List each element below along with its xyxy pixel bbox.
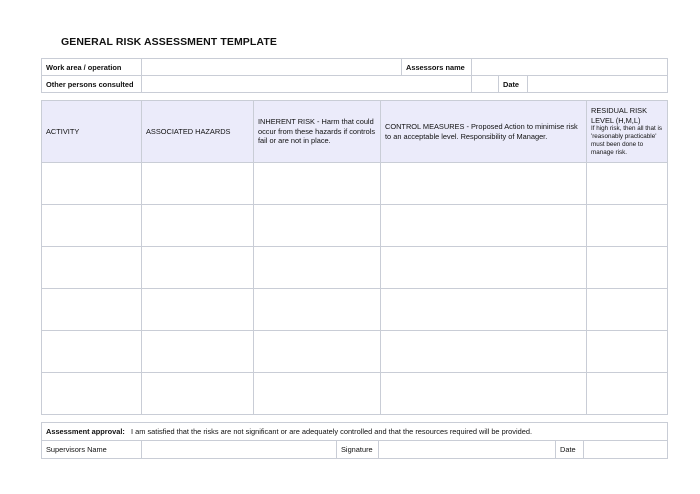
- date-cell: [472, 76, 668, 93]
- approval-table: [41, 422, 668, 459]
- table-row: [42, 205, 668, 247]
- hazards-cell[interactable]: [142, 373, 254, 415]
- other-persons-label: Other persons consulted: [42, 76, 142, 93]
- control-cell[interactable]: [381, 247, 587, 289]
- approval-signoff-row: [42, 441, 668, 459]
- hazards-cell[interactable]: [142, 205, 254, 247]
- approval-date-label: Date: [556, 441, 584, 459]
- activity-cell[interactable]: [42, 331, 142, 373]
- table-row: [42, 163, 668, 205]
- inherent-cell[interactable]: [254, 163, 381, 205]
- header-residual-risk: [587, 101, 668, 163]
- inherent-cell[interactable]: [254, 247, 381, 289]
- control-cell[interactable]: [381, 289, 587, 331]
- control-cell[interactable]: [381, 331, 587, 373]
- work-area-label: Work area / operation: [42, 59, 142, 76]
- inherent-cell[interactable]: [254, 373, 381, 415]
- supervisors-label: Supervisors Name: [42, 441, 142, 459]
- hazards-cell[interactable]: [142, 289, 254, 331]
- residual-cell[interactable]: [587, 331, 668, 373]
- risk-header-row: [42, 101, 668, 163]
- signature-label: Signature: [337, 441, 379, 459]
- residual-cell[interactable]: [587, 373, 668, 415]
- residual-cell[interactable]: [587, 205, 668, 247]
- table-row: [42, 373, 668, 415]
- control-cell[interactable]: [381, 373, 587, 415]
- assessors-field[interactable]: [472, 59, 668, 76]
- table-row: [42, 247, 668, 289]
- table-row: [42, 289, 668, 331]
- page-title: GENERAL RISK ASSESSMENT TEMPLATE: [61, 36, 277, 48]
- assessors-label: Assessors name: [402, 59, 472, 76]
- header-hazards: ASSOCIATED HAZARDS: [142, 101, 254, 163]
- hazards-cell[interactable]: [142, 247, 254, 289]
- inherent-cell[interactable]: [254, 331, 381, 373]
- hazards-cell[interactable]: [142, 163, 254, 205]
- info-row-work-area: [42, 59, 668, 76]
- info-spacer[interactable]: [472, 76, 499, 92]
- risk-table: [41, 100, 668, 415]
- activity-cell[interactable]: [42, 289, 142, 331]
- inherent-cell[interactable]: [254, 205, 381, 247]
- date-label: Date: [499, 76, 528, 92]
- activity-cell[interactable]: [42, 373, 142, 415]
- info-row-other-persons: [42, 76, 668, 93]
- date-subtable: [472, 76, 667, 92]
- residual-cell[interactable]: [587, 247, 668, 289]
- activity-cell[interactable]: [42, 247, 142, 289]
- approval-statement: I am satisfied that the risks are not significant or are adequately controlled and that the resources required will be provided.: [131, 427, 533, 436]
- activity-cell[interactable]: [42, 163, 142, 205]
- header-inherent-risk: INHERENT RISK - Harm that could occur from these hazards if controls fail or are not in place.: [254, 101, 381, 163]
- activity-cell[interactable]: [42, 205, 142, 247]
- approval-statement-row: [42, 423, 668, 441]
- control-cell[interactable]: [381, 163, 587, 205]
- residual-note: If high risk, then all that is 'reasonably practicable' must been done to manage risk.: [591, 125, 663, 156]
- residual-title: RESIDUAL RISK LEVEL (H,M,L): [591, 106, 647, 125]
- info-table: [41, 58, 668, 93]
- residual-cell[interactable]: [587, 163, 668, 205]
- approval-statement-cell: [42, 423, 668, 441]
- table-row: [42, 331, 668, 373]
- other-persons-field[interactable]: [142, 76, 472, 93]
- signature-field[interactable]: [379, 441, 556, 459]
- residual-cell[interactable]: [587, 289, 668, 331]
- header-control-measures: CONTROL MEASURES - Proposed Action to minimise risk to an acceptable level. Responsibility of Manager.: [381, 101, 587, 163]
- hazards-cell[interactable]: [142, 331, 254, 373]
- date-field[interactable]: [528, 76, 668, 92]
- approval-label: Assessment approval:: [46, 427, 125, 436]
- work-area-field[interactable]: [142, 59, 402, 76]
- control-cell[interactable]: [381, 205, 587, 247]
- approval-date-field[interactable]: [584, 441, 668, 459]
- supervisors-field[interactable]: [142, 441, 337, 459]
- inherent-cell[interactable]: [254, 289, 381, 331]
- header-activity: ACTIVITY: [42, 101, 142, 163]
